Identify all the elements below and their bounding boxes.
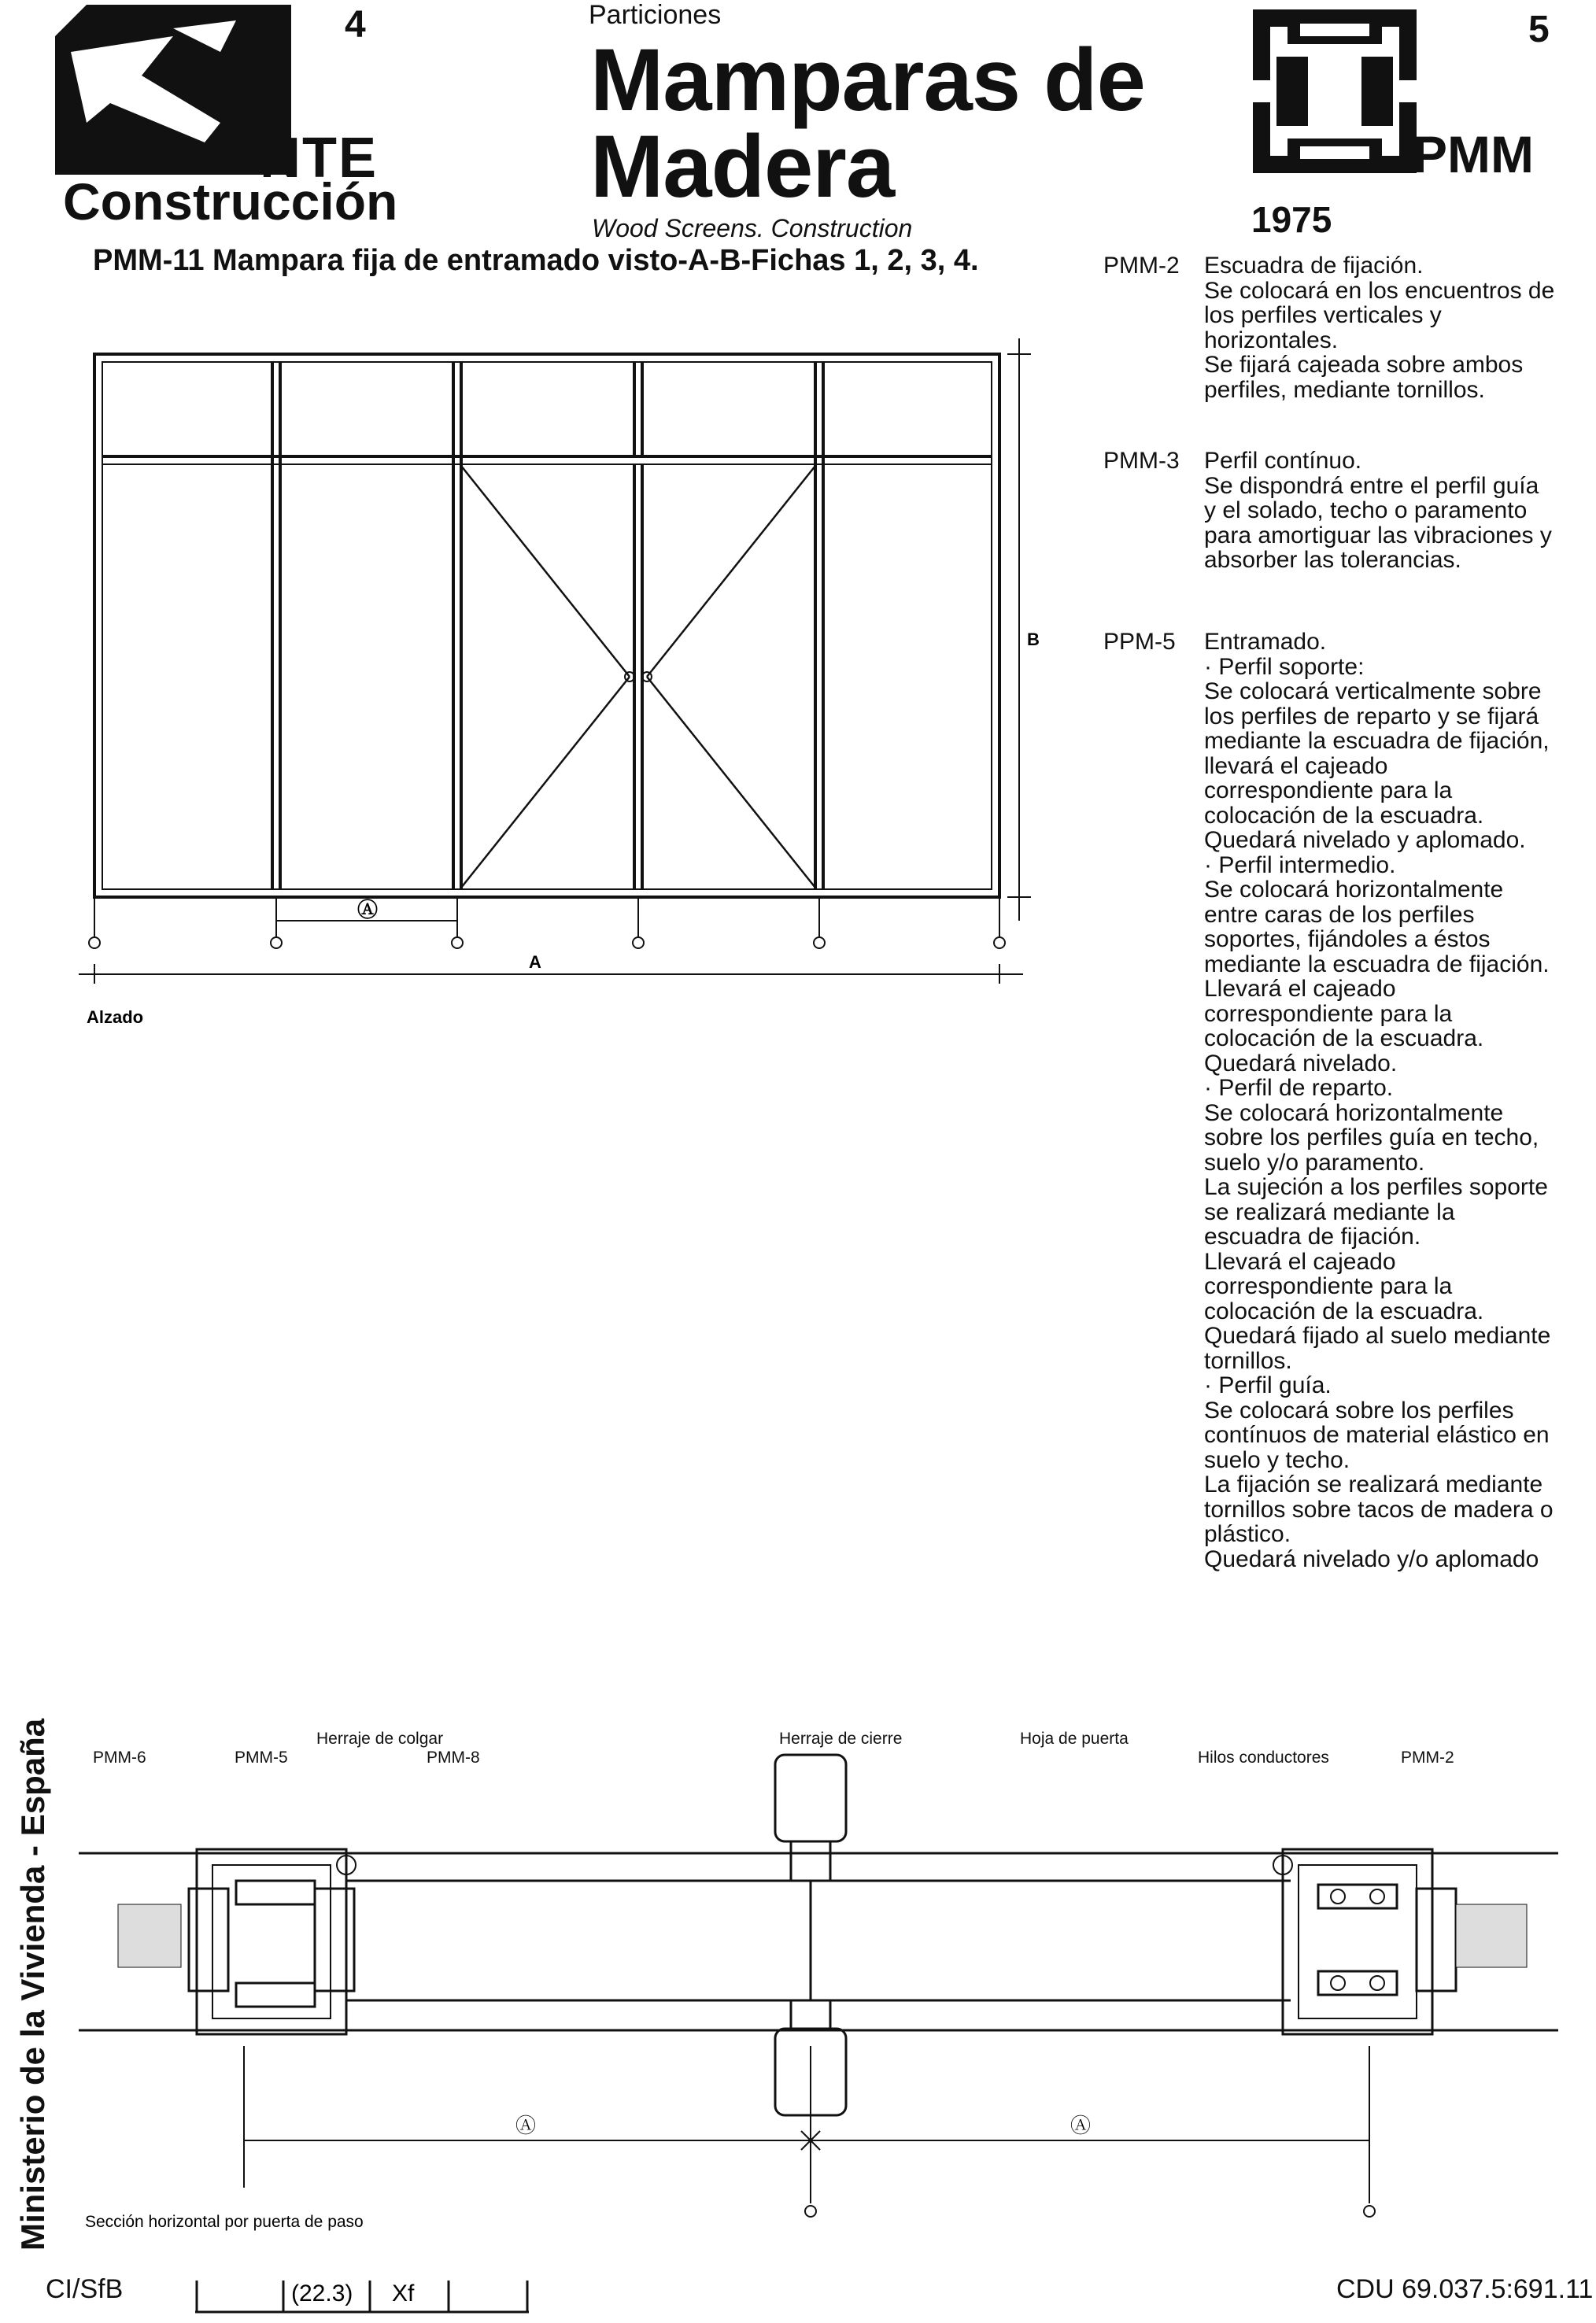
- footer-cisfb: CI/SfB: [46, 2274, 124, 2304]
- section-caption: Sección horizontal por puerta de paso: [85, 2213, 364, 2231]
- spec-code: PMM-3: [1103, 448, 1180, 474]
- title-line-2: Madera: [590, 117, 895, 216]
- title-line-1: Mamparas de: [590, 31, 1145, 129]
- category: Particiones: [589, 0, 722, 30]
- spec-text: Escuadra de fijación. Se colocará en los encuentros de los perfiles verticales y horizontales. Se fijará cajeada sobre ambos perfiles, mediante tornillos.: [1204, 253, 1555, 403]
- left-post-section: [118, 1849, 354, 2034]
- axis-marks: [89, 897, 1005, 948]
- spec-code: PPM-5: [1103, 629, 1176, 655]
- sheet-title: PMM-11 Mampara fija de entramado visto-A-B-Fichas 1, 2, 3, 4.: [93, 244, 979, 277]
- page-number-right: 5: [1528, 9, 1550, 50]
- label-herraje-cierre: Herraje de cierre: [779, 1730, 903, 1748]
- brand-nte: NTE: [260, 127, 378, 190]
- year: 1975: [1251, 199, 1332, 240]
- label-herraje-colgar: Herraje de colgar: [316, 1730, 444, 1748]
- nte-trowel-logo: [55, 5, 291, 175]
- elevation-caption: Alzado: [87, 1007, 144, 1027]
- section-drawing: [79, 1715, 1558, 2235]
- label-hoja-puerta: Hoja de puerta: [1020, 1730, 1129, 1748]
- module-mark: Ⓐ: [357, 898, 379, 921]
- ministry-side-text: Ministerio de la Vivienda - España: [14, 1718, 51, 2251]
- mullions: [272, 362, 823, 889]
- label-pmm2: PMM-2: [1401, 1749, 1454, 1767]
- pmm-section-icon: [1253, 9, 1417, 173]
- elevation-drawing: [79, 338, 1055, 1031]
- section-construccion: Construcción: [63, 172, 398, 231]
- module-mark-right: Ⓐ: [1070, 2114, 1092, 2137]
- label-pmm5: PMM-5: [235, 1749, 288, 1767]
- page-number-left: 4: [345, 4, 366, 46]
- right-post-section: [1283, 1849, 1527, 2034]
- section-dimension-line: [244, 2046, 1375, 2217]
- footer-cdu: CDU 69.037.5:691.11: [1336, 2274, 1594, 2304]
- dimension-a: [79, 964, 1023, 984]
- spec-text: Perfil contínuo. Se dispondrá entre el perfil guía y el solado, techo o paramento para amortiguar las vibraciones y absorber las tolerancias.: [1204, 448, 1552, 573]
- module-mark-left: Ⓐ: [515, 2114, 537, 2137]
- label-pmm8: PMM-8: [427, 1749, 480, 1767]
- frame-outline: [94, 354, 999, 897]
- trowel-icon: [55, 5, 291, 175]
- cisfb-class-box: [189, 2274, 535, 2315]
- pmm-logo: [1253, 9, 1417, 173]
- door-swing-lines: [461, 466, 815, 888]
- pmm-code: PMM: [1413, 125, 1534, 183]
- subtitle-english: Wood Screens. Construction: [592, 214, 913, 242]
- label-pmm6: PMM-6: [93, 1749, 146, 1767]
- dimension-a-label: A: [529, 952, 541, 972]
- class-x: Xf: [392, 2281, 415, 2306]
- dimension-b-label: B: [1027, 630, 1040, 649]
- class-code: (22.3): [291, 2281, 353, 2306]
- spec-text: Entramado. · Perfil soporte: Se colocará verticalmente sobre los perfiles de reparto y se fijará mediante la escuadra de fijación, llevará el cajeado correspondiente para la colocación de la escuadra. Quedará nivelado y aplomado. · Perfil intermedio. Se colocará horizontalmente entre caras de los perfiles soportes, fijándoles a éstos mediante la escuadra de fijación. Llevará el cajeado correspondiente para la colocación de la escuadra. Quedará nivelado. · Perfil de reparto. Se colocará horizontalmente sobre los perfiles guía en techo, suelo y/o paramento. La sujeción a los perfiles soporte se realizará mediante la escuadra de fijación. Llevará el cajeado correspondiente para la colocación de la escuadra. Quedará fijado al suelo mediante tornillos. · Perfil guía. Se colocará sobre los perfiles contínuos de material elástico en suelo y techo. La fijación se realizará mediante tornillos sobre tacos de madera o plástico. Quedará nivelado y/o aplomado: [1204, 629, 1554, 1572]
- label-hilos: Hilos conductores: [1198, 1749, 1329, 1767]
- spec-code: PMM-2: [1103, 253, 1180, 279]
